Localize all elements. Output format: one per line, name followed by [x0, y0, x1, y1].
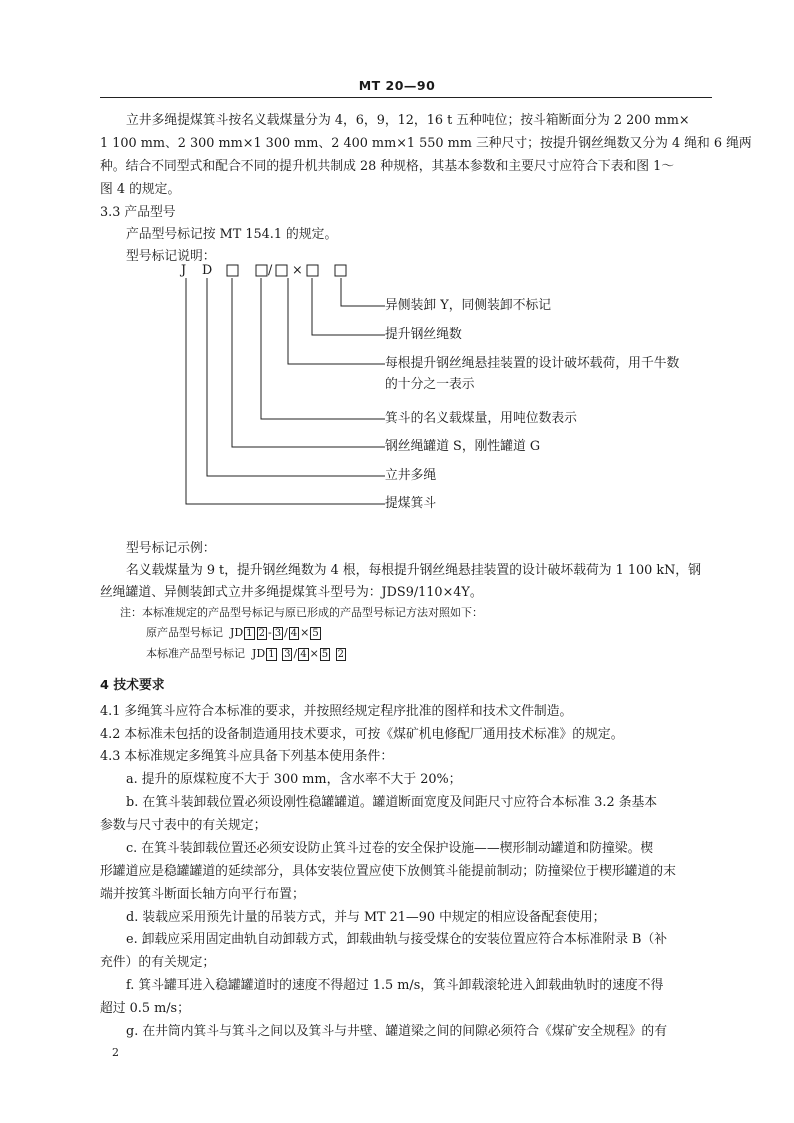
diagram-label-unloading: 异侧装卸 Y，同侧装卸不标记	[385, 298, 552, 313]
item-e-line-1: e. 卸载应采用固定曲轨自动卸载方式，卸载曲轨与接受煤仓的安装位置应符合本标准附录 B（补	[126, 932, 668, 947]
leader-line-7	[186, 278, 385, 504]
intro-line-2: 1 100 mm、2 300 mm×1 300 mm、2 400 mm×1 550 mm 三种尺寸；按提升钢丝绳数又分为 4 绳和 6 绳两	[100, 136, 752, 151]
example-line-1: 名义载煤量为 9 t，提升钢丝绳数为 4 根，每根提升钢丝绳悬挂装置的设计破坏载荷为 1 100 kN，钢	[126, 563, 701, 578]
note-new-label: 本标准产品型号标记	[146, 647, 245, 660]
clause-4-1: 4.1 多绳箕斗应符合本标准的要求，并按照经规定程序批准的图样和技术文件制造。	[100, 704, 573, 719]
diagram-box-2	[256, 265, 267, 276]
note-new-sep-times: ×	[309, 647, 319, 660]
note-orig-box-4: 4	[290, 628, 298, 639]
note-text: 注：本标准规定的产品型号标记与原已形成的产品型号标记方法对照如下：	[120, 606, 483, 619]
leader-line-5	[232, 278, 385, 447]
example-line-2: 丝绳罐道、异侧装卸式立井多绳提煤箕斗型号为：JDS9/110×4Y。	[100, 585, 483, 600]
intro-line-3: 种。结合不同型式和配合不同的提升机共制成 28 种规格，其基本参数和主要尺寸应符合下表和图 1～	[100, 159, 675, 174]
item-e-line-2: 充件）的有关规定；	[100, 955, 216, 970]
diagram-label-capacity: 箕斗的名义载煤量，用吨位数表示	[385, 411, 577, 426]
example-title: 型号标记示例：	[126, 541, 216, 556]
diagram-box-4	[307, 265, 318, 276]
note-orig-box-3: 3	[274, 628, 282, 639]
item-g-line-1: g. 在井筒内箕斗与箕斗之间以及箕斗与井壁、罐道梁之间的间隙必须符合《煤矿安全规程》的有	[126, 1024, 667, 1039]
note-sep-times: ×	[300, 626, 310, 639]
diagram-box-3	[276, 265, 287, 276]
section-3-3-heading: 3.3 产品型号	[100, 205, 176, 220]
item-c-line-3: 端并按箕斗断面长轴方向平行布置；	[100, 887, 305, 902]
diagram-box-5	[335, 265, 346, 276]
note-new-box-5: 2	[337, 649, 345, 660]
item-b-line-2: 参数与尺寸表中的有关规定；	[100, 818, 267, 833]
note-new-box-4: 5	[321, 649, 329, 660]
item-b-line-1: b. 在箕斗装卸载位置必须设刚性稳罐罐道。罐道断面宽度及间距尺寸应符合本标准 3.2 条基本	[126, 795, 658, 810]
leader-line-1	[341, 278, 385, 306]
page-header-code: MT 20—90	[358, 78, 436, 93]
item-d-line-1: d. 装载应采用预先计量的吊装方式，并与 MT 21—90 中规定的相应设备配套使用；	[126, 910, 606, 925]
item-a-line-1: a. 提升的原煤粒度不大于 300 mm，含水率不大于 20%；	[126, 772, 462, 787]
diagram-prefix-d: D	[202, 263, 213, 278]
leader-line-4	[261, 278, 385, 419]
note-new-box-2: 3	[284, 649, 291, 660]
diagram-label-breaking-load-2: 的十分之一表示	[385, 377, 475, 392]
note-new-prefix: JD	[252, 647, 266, 660]
item-f-line-2: 超过 0.5 m/s；	[100, 1001, 190, 1016]
diagram-label-shaft: 立井多绳	[385, 468, 437, 483]
item-c-line-2: 形罐道应是稳罐罐道的延续部分，具体安装位置应使下放侧箕斗能提前制动；防撞梁位于楔形罐道的末	[100, 864, 676, 879]
section-4-heading: 4 技术要求	[100, 678, 165, 693]
diagram-box-1	[227, 265, 238, 276]
note-orig-box-5: 5	[312, 628, 319, 639]
section-3-3-p1: 产品型号标记按 MT 154.1 的规定。	[126, 227, 338, 242]
intro-line-1: 立井多绳提煤箕斗按名义载煤量分为 4，6，9，12，16 t 五种吨位；按斗箱断面分为 2 200 mm×	[126, 113, 690, 128]
note-new-box-3: 4	[300, 649, 307, 660]
note-orig-label: 原产品型号标记	[146, 626, 223, 639]
note-sep-slash: /	[284, 626, 288, 639]
diagram-label-guide: 钢丝绳罐道 S，刚性罐道 G	[385, 439, 541, 454]
diagram-slash: /	[268, 263, 273, 278]
diagram-times: ×	[292, 263, 303, 278]
leader-line-6	[207, 278, 385, 476]
note-new-box-1: 1	[268, 649, 275, 660]
note-orig-row	[146, 626, 322, 640]
note-sep-dash: -	[267, 626, 272, 639]
page-number: 2	[112, 1046, 119, 1059]
clause-4-2: 4.2 本标准未包括的设备制造通用技术要求，可按《煤矿机电修配厂通用技术标准》的规定。	[100, 727, 624, 742]
item-f-line-1: f. 箕斗罐耳进入稳罐罐道时的速度不得超过 1.5 m/s，箕斗卸载滚轮进入卸载曲轨时的速度不得	[126, 978, 664, 993]
diagram-label-skip: 提煤箕斗	[385, 496, 437, 511]
leader-line-3	[288, 278, 385, 364]
note-orig-prefix: JD	[230, 626, 244, 639]
clause-4-3: 4.3 本标准规定多绳箕斗应具备下列基本使用条件：	[100, 749, 394, 764]
note-new-row	[146, 647, 347, 661]
section-3-3-p2: 型号标记说明：	[126, 249, 216, 264]
item-c-line-1: c. 在箕斗装卸载位置还必须安设防止箕斗过卷的安全保护设施——楔形制动罐道和防撞梁。楔	[126, 841, 654, 856]
note-orig-box-1: 1	[246, 628, 253, 639]
intro-line-4: 图 4 的规定。	[100, 182, 181, 197]
note-new-sep-slash: /	[293, 647, 298, 660]
diagram-label-rope-count: 提升钢丝绳数	[385, 327, 462, 342]
diagram-label-breaking-load: 每根提升钢丝绳悬挂装置的设计破坏载荷，用千牛数	[385, 356, 680, 371]
diagram-prefix-j: J	[181, 263, 187, 278]
note-orig-box-2: 2	[258, 628, 265, 639]
